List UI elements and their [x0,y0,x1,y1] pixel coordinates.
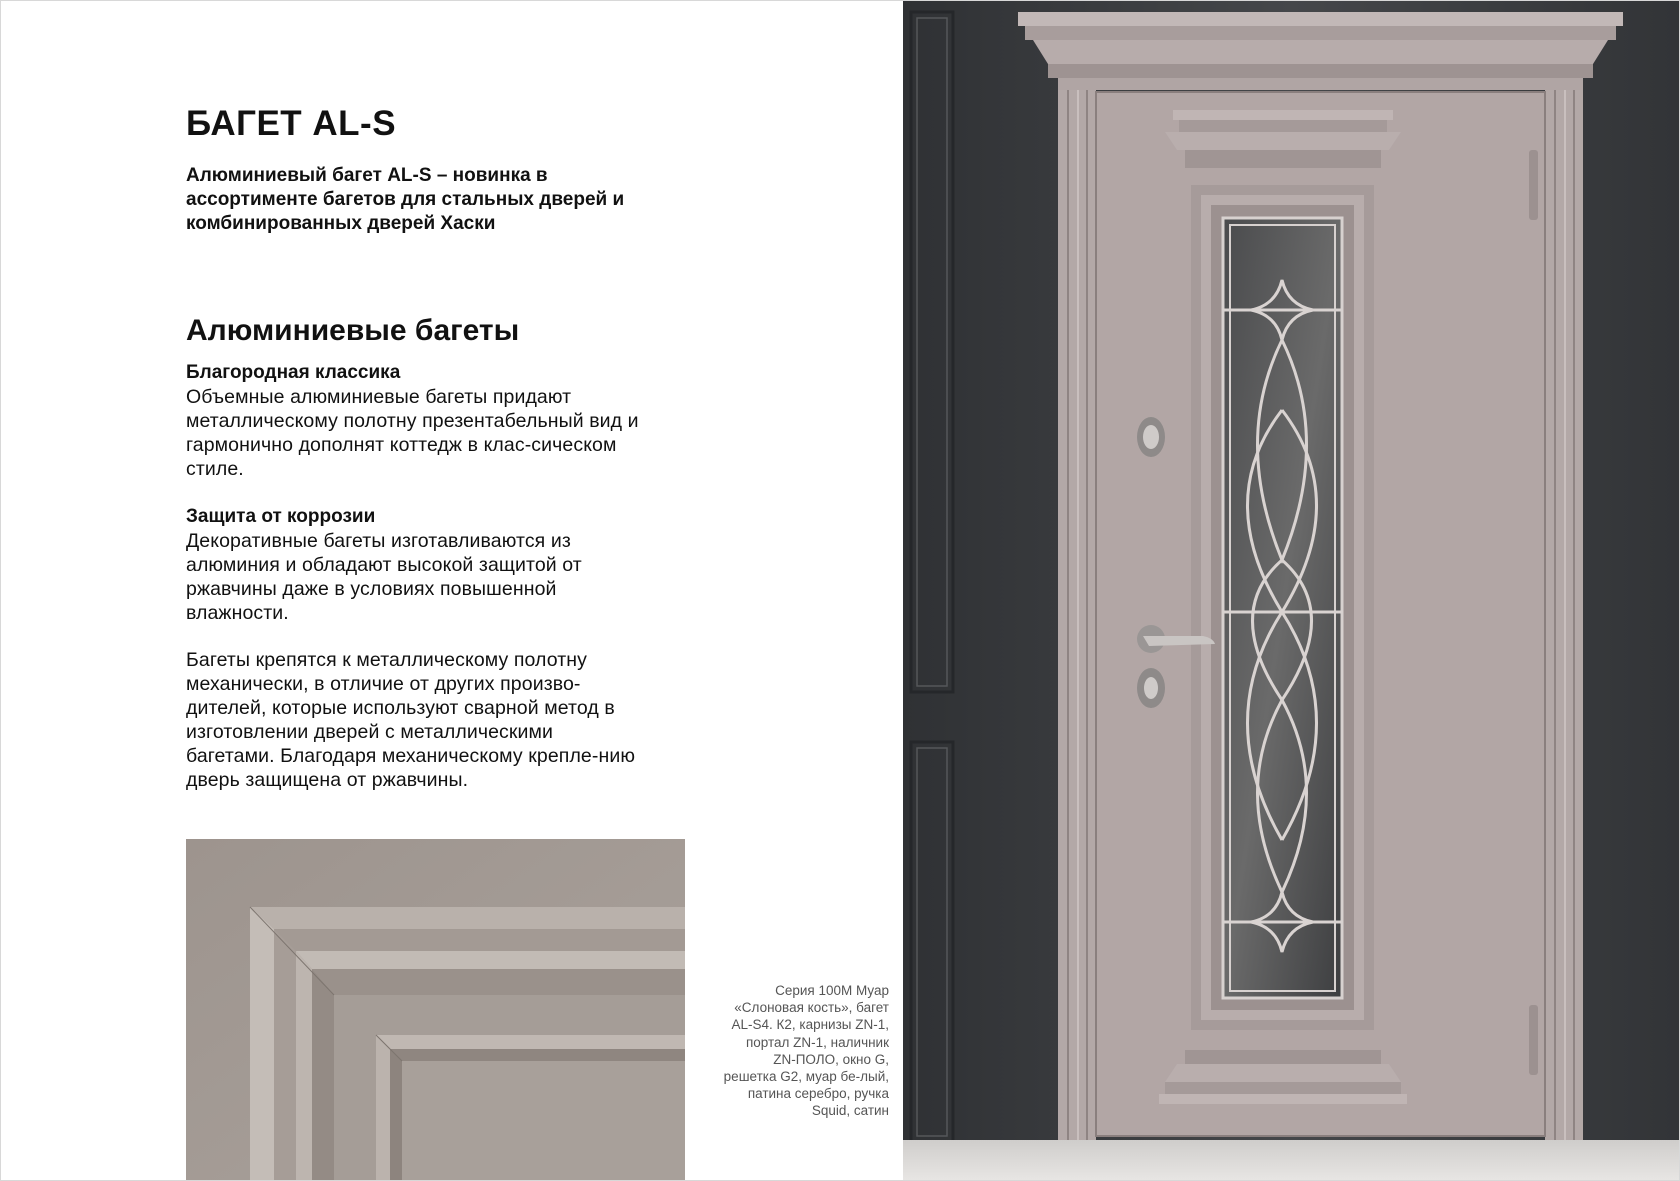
feature-heading: Благородная классика [186,362,401,383]
door-illustration [903,0,1680,1181]
feature-block-mounting [186,648,646,792]
page-title: БАГЕТ AL-S [186,104,397,143]
door-photo [903,0,1680,1181]
section-title: Алюминиевые багеты [186,314,520,347]
feature-block-corrosion [186,505,646,625]
baguette-detail-photo [186,839,685,1181]
lead-text: Алюминиевый багет AL-S – новинка в ассортименте багетов для стальных дверей и комбинированных дверей Хаски [186,165,625,234]
feature-text: Декоративные багеты изготавливаются из алюминия и обладают высокой защитой от ржавчины даже в условиях повышенной влажности. [186,530,582,624]
feature-block-classic [186,361,646,481]
photo-caption: Серия 100М Муар «Слоновая кость», багет AL-S4. К2, карнизы ZN-1, портал ZN-1, наличник ZN-ПОЛО, окно G, решетка G2, муар бе-лый, патина серебро, ручка Squid, сатин [723,983,889,1119]
feature-text: Объемные алюминиевые багеты придают металлическому полотну презентабельный вид и гармонично дополнят коттедж в клас-сическом стиле. [186,386,639,480]
feature-text: Багеты крепятся к металлическому полотну механически, в отличие от других произво-дителей, которые используют сварной метод в изготовлении дверей с металлическими багетами. Благодаря механическому крепле-нию дверь защищена от ржавчины. [186,649,636,791]
feature-heading: Защита от коррозии [186,506,376,527]
baguette-corner-illustration [186,839,685,1181]
